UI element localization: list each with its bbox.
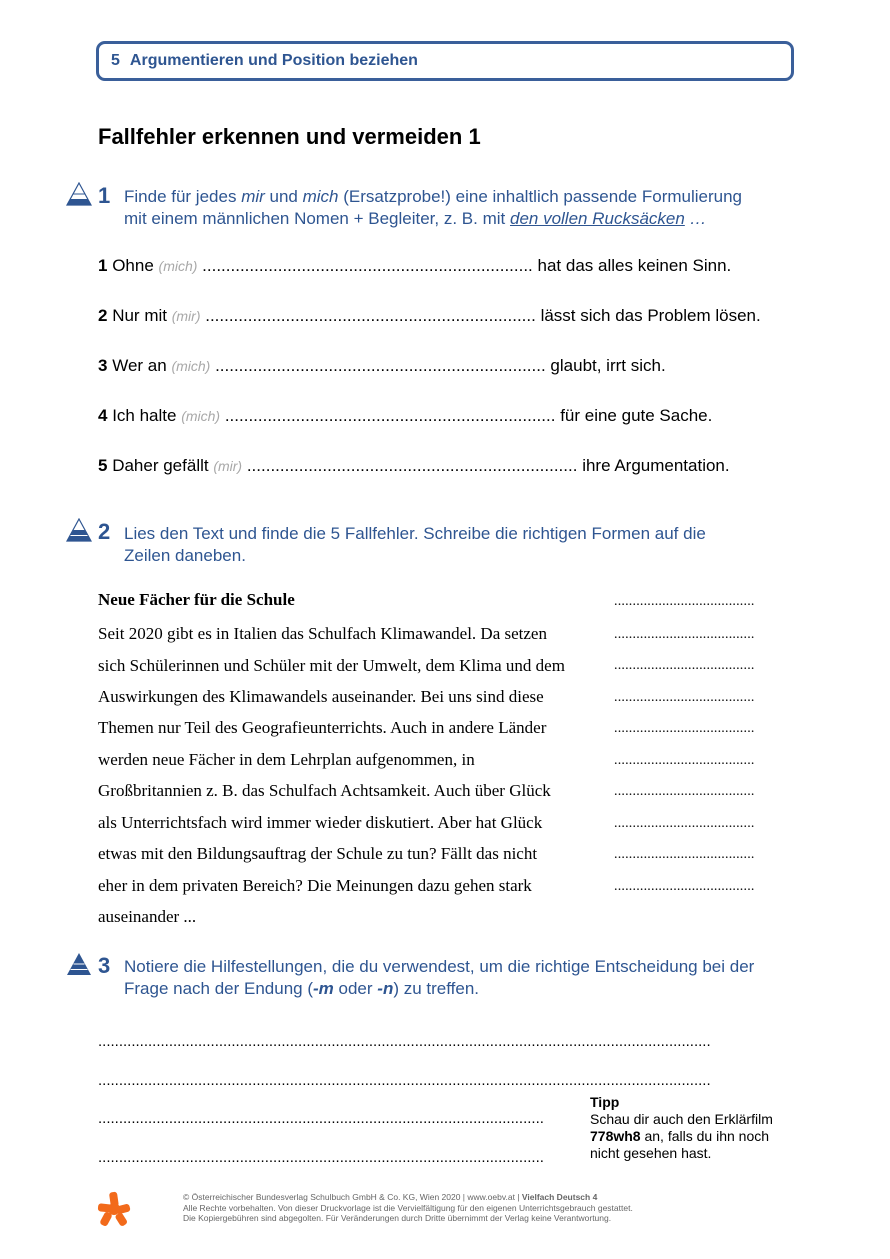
writing-line[interactable]: ................................................................................................................................................... (98, 1033, 711, 1050)
task-3-number: 3 (98, 953, 111, 978)
correction-blank[interactable]: ...................................... (614, 816, 755, 831)
task-2-number: 2 (98, 519, 111, 544)
writing-line[interactable]: ........................................................................................................... (98, 1110, 544, 1127)
answer-blank[interactable]: ...................................................................... (215, 356, 546, 375)
text-line: Seit 2020 gibt es in Italien das Schulfach Klimawandel. Da setzen (98, 624, 547, 643)
correction-blank[interactable]: ...................................... (614, 594, 755, 609)
fill-in-row: 3 Wer an (mich) ...................................................................... glaubt, irrt sich. (98, 356, 666, 375)
page-title: Fallfehler erkennen und vermeiden 1 (98, 124, 481, 149)
copyright-footer: © Österreichischer Bundesverlag Schulbuch GmbH & Co. KG, Wien 2020 | www.oebv.at | Vielfach Deutsch 4 Alle Rechte vorbehalten. Von dieser Druckvorlage ist die Vervielfältigung für den eigenen Unterrichtsgebrauch gestattet. Die Kopiergebühren sind abgegolten. Für Veränderungen durch Dritte übernimmt der Verlag keine Verantwortung. (183, 1192, 633, 1223)
tip-title: Tipp (590, 1094, 620, 1110)
chapter-header (96, 41, 794, 81)
fill-in-row: 2 Nur mit (mir) ...................................................................... lässt sich das Problem lösen. (98, 306, 761, 325)
task-2-instruction: Lies den Text und finde die 5 Fallfehler. Schreibe die richtigen Formen auf die Zeilen daneben. (124, 524, 706, 565)
video-code: 778wh8 (590, 1128, 641, 1144)
difficulty-level-1-icon (66, 182, 92, 206)
publisher-logo-icon (96, 1190, 132, 1228)
answer-blank[interactable]: ...................................................................... (224, 406, 556, 425)
fill-in-row: 5 Daher gefällt (mir) ...................................................................... ihre Argumentation. (98, 456, 730, 475)
task-1-number: 1 (98, 183, 111, 208)
task-3-instruction: Notiere die Hilfestellungen, die du verwendest, um die richtige Entscheidung bei der Frage nach der Endung (-m oder -n) zu treffen. (124, 957, 755, 998)
fill-in-row: 1 Ohne (mich) ...................................................................... hat das alles keinen Sinn. (98, 256, 732, 275)
text-line: auseinander ... (98, 907, 197, 926)
correction-blank[interactable]: ...................................... (614, 721, 755, 736)
task-1-instruction: Finde für jedes mir und mich (Ersatzprobe!) eine inhaltlich passende Formulierung mit einem männlichen Nomen + Begleiter, z. B. mit den vollen Rucksäcken … (124, 187, 742, 228)
correction-blank[interactable]: ...................................... (614, 879, 755, 894)
tip-box: Tipp Schau dir auch den Erklärfilm 778wh8 an, falls du ihn noch nicht gesehen hast. (590, 1094, 800, 1162)
difficulty-level-3-icon (66, 952, 92, 976)
fill-in-row: 4 Ich halte (mich) ...................................................................... für eine gute Sache. (98, 406, 713, 425)
answer-blank[interactable]: ...................................................................... (202, 256, 533, 275)
text-title: Neue Fächer für die Schule (98, 590, 295, 609)
text-line: eher in dem privaten Bereich? Die Meinungen dazu gehen stark (98, 876, 532, 895)
text-line: als Unterrichtsfach wird immer wieder diskutiert. Aber hat Glück (98, 813, 543, 832)
difficulty-level-2-icon (66, 518, 92, 542)
writing-line[interactable]: ................................................................................................................................................... (98, 1072, 711, 1089)
text-line: etwas mit den Bildungsauftrag der Schule zu tun? Fällt das nicht (98, 844, 538, 863)
chapter-title: Argumentieren und Position beziehen (129, 52, 418, 69)
answer-blank[interactable]: ...................................................................... (205, 306, 536, 325)
text-line: Themen nur Teil des Geografieunterrichts. Auch in andere Länder (98, 718, 547, 737)
text-line: werden neue Fächer in dem Lehrplan aufgenommen, in (98, 750, 475, 769)
correction-blank[interactable]: ...................................... (614, 690, 755, 705)
correction-blank[interactable]: ...................................... (614, 753, 755, 768)
text-line: sich Schülerinnen und Schüler mit der Umwelt, dem Klima und dem (98, 656, 565, 675)
correction-blank[interactable]: ...................................... (614, 847, 755, 862)
correction-blank[interactable]: ...................................... (614, 784, 755, 799)
correction-blank[interactable]: ...................................... (614, 658, 755, 673)
text-line: Großbritannien z. B. das Schulfach Achtsamkeit. Auch über Glück (98, 781, 551, 800)
answer-blank[interactable]: ...................................................................... (246, 456, 578, 475)
chapter-number: 5 (111, 52, 120, 69)
text-line: Auswirkungen des Klimawandels auseinander. Bei uns sind diese (98, 687, 544, 706)
correction-blank[interactable]: ...................................... (614, 627, 755, 642)
writing-line[interactable]: ........................................................................................................... (98, 1149, 544, 1166)
